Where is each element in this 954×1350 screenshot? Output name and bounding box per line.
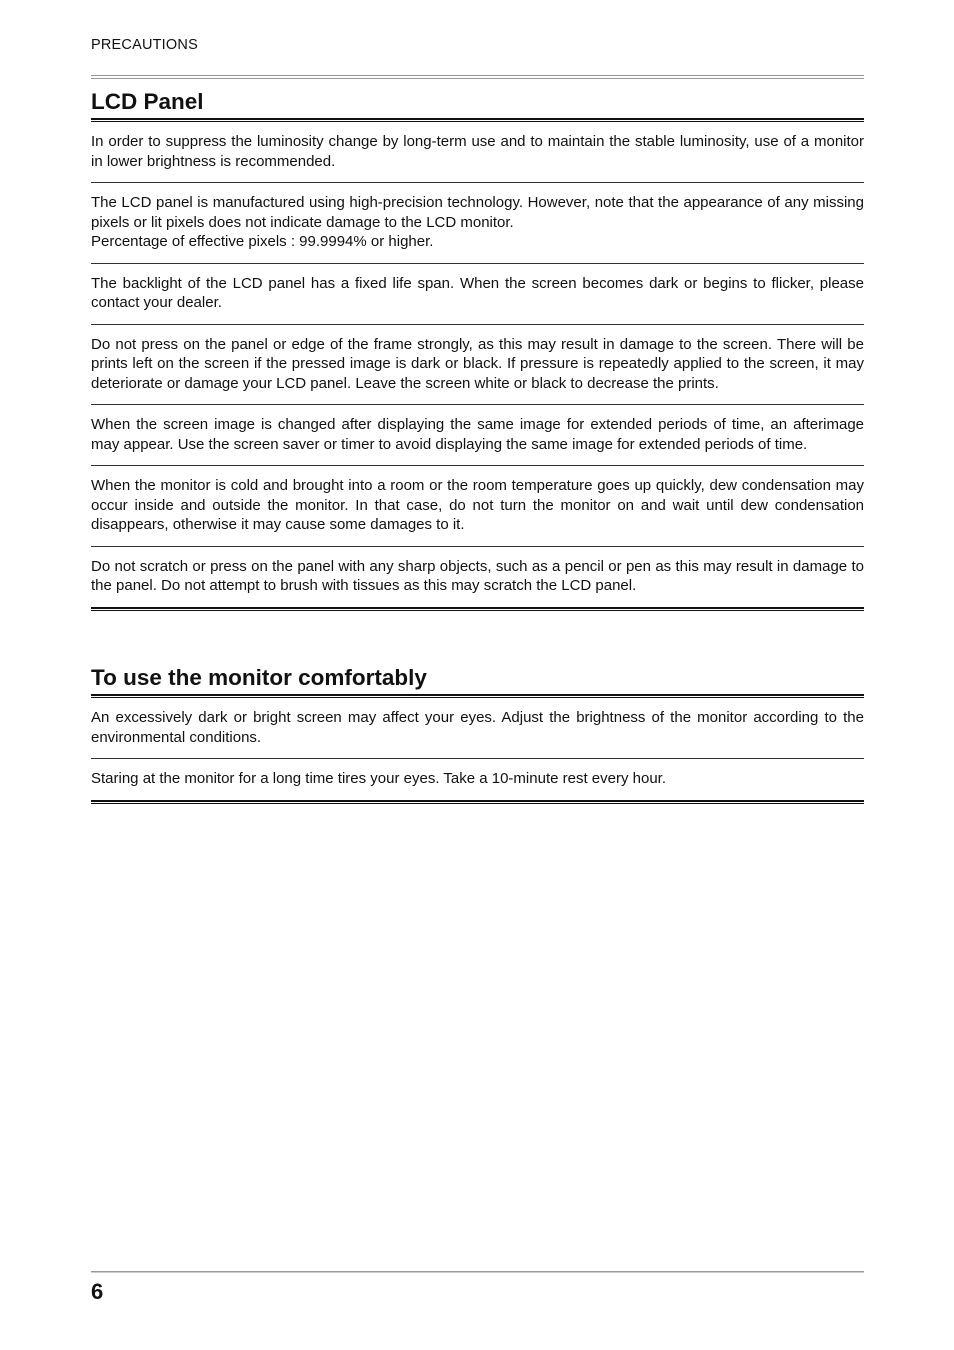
precaution-item: When the monitor is cold and brought into a room or the room temperature goes up quickly, dew condensation may occur inside and outside the monitor. In that case, do not turn the monitor on and wait until dew condensation disappears, otherwise it may cause some damages to it.	[91, 466, 864, 547]
precaution-list	[91, 122, 864, 607]
precaution-item: Do not scratch or press on the panel with any sharp objects, such as a pencil or pen as this may result in damage to the panel. Do not attempt to brush with tissues as this may scratch the LCD panel.	[91, 557, 864, 594]
section-monitor-comfort	[91, 664, 864, 804]
section-title: To use the monitor comfortably	[91, 665, 427, 690]
section-end-rule	[91, 607, 864, 611]
footer-rule	[91, 1271, 864, 1273]
precaution-item: Do not press on the panel or edge of the frame strongly, as this may result in damage to the screen. There will be prints left on the screen if the pressed image is dark or black. If pressure is repeatedly applied to the screen, it may deteriorate or damage your LCD panel. Leave the screen white or black to decrease the prints.	[91, 325, 864, 406]
precaution-item: Staring at the monitor for a long time tires your eyes. Take a 10-minute rest every hour.	[91, 770, 667, 787]
section-end-rule	[91, 800, 864, 804]
precaution-item: An excessively dark or bright screen may affect your eyes. Adjust the brightness of the monitor according to the environmental conditions.	[91, 698, 864, 759]
page-number: 6	[91, 1279, 104, 1304]
precaution-item: In order to suppress the luminosity change by long-term use and to maintain the stable luminosity, use of a monitor in lower brightness is recommended.	[91, 122, 864, 183]
precaution-item: The LCD panel is manufactured using high-precision technology. However, note that the appearance of any missing pixels or lit pixels does not indicate damage to the LCD monitor. Percentage of effective pixels : 99.9994% or higher.	[91, 183, 864, 264]
running-header: PRECAUTIONS	[91, 37, 198, 53]
precaution-item: The backlight of the LCD panel has a fixed life span. When the screen becomes dark or begins to flicker, please contact your dealer.	[91, 264, 864, 325]
section-lcd-panel	[91, 88, 864, 611]
section-title: LCD Panel	[91, 89, 204, 114]
precaution-item: When the screen image is changed after displaying the same image for extended periods of time, an afterimage may appear. Use the screen saver or timer to avoid displaying the same image for extended periods of time.	[91, 405, 864, 466]
header-rule	[91, 75, 864, 79]
precaution-list	[91, 698, 864, 800]
